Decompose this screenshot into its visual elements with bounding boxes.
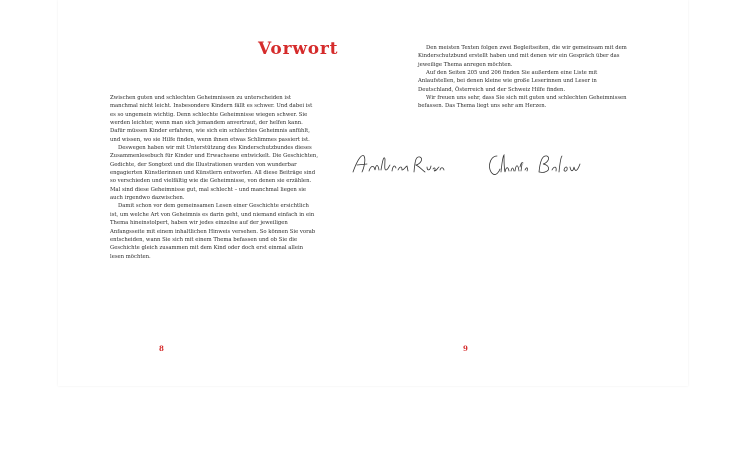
paragraph: Deswegen haben wir mit Unterstützung des Kinderschutzbundes dieses Zusammenlesebuch für Kinder und Erwachsene entwickelt. Die Geschichten, Gedichte, der Songtext und die Illustrationen wurden von wunderbar engagierten Künstlerinnen und Künstlern entworfen. All diese Beiträge sind so verschieden und vielfältig wie die Geheimnisse, von denen sie erzählen. Mal sind diese Geheimnisse gut, mal schlecht – und manchmal liegen sie auch irgendwo dazwischen. (110, 145, 319, 202)
right-page (373, 0, 688, 386)
page-title: Vorwort (258, 39, 339, 59)
paragraph: Auf den Seiten 205 und 206 finden Sie außerdem eine Liste mit Anlaufstellen, bei denen kleine wie große Leserinnen und Leser in Deutschland, Österreich und der Schweiz Hilfe finden. (418, 70, 598, 93)
paragraph: Den meisten Texten folgen zwei Begleitseiten, die wir gemeinsam mit dem Kinderschutzbund erstellt haben und mit denen wir ein Gespräch über das jeweilige Thema anregen möchten. (418, 45, 627, 68)
signature-christin-below (485, 150, 585, 178)
paragraph: Zwischen guten und schlechten Geheimnissen zu unterscheiden ist manchmal nicht leicht. Insbesondere Kindern fällt es schwer. Und dabei ist es so ungemein wichtig. Denn schlechte Geheimnisse wiegen schwer. Sie werden leichter, wenn man sich jemandem anvertraut, der helfen kann. Dafür müssen Kinder erfahren, wie sich ein schlechtes Geheimnis anfühlt, und wissen, wo sie Hilfe finden, wenn ihnen etwas Schlimmes passiert ist. (110, 95, 313, 143)
book-spread (58, 0, 688, 386)
left-page (58, 0, 373, 386)
signature-andrea-russo (350, 150, 446, 178)
left-page-text (110, 94, 318, 261)
page-number-left: 8 (159, 344, 164, 353)
page-number-right: 9 (463, 344, 468, 353)
paragraph: Damit schon vor dem gemeinsamen Lesen einer Geschichte ersichtlich ist, um welche Art von Geheimnis es darin geht, und niemand einfach in ein Thema hineinstolpert, haben wir jedes einzelne auf der jeweiligen Anfangsseite mit einem inhaltlichen Hinweis versehen. So können Sie vorab entscheiden, wann Sie sich mit einem Thema befassen und ob Sie die Geschichte gleich zusammen mit dem Kind oder doch erst einmal allein lesen möchten. (110, 203, 316, 260)
paragraph: Wir freuen uns sehr, dass Sie sich mit guten und schlechten Geheimnissen befassen. Das Thema liegt uns sehr am Herzen. (418, 95, 627, 110)
right-page-text (418, 44, 628, 111)
